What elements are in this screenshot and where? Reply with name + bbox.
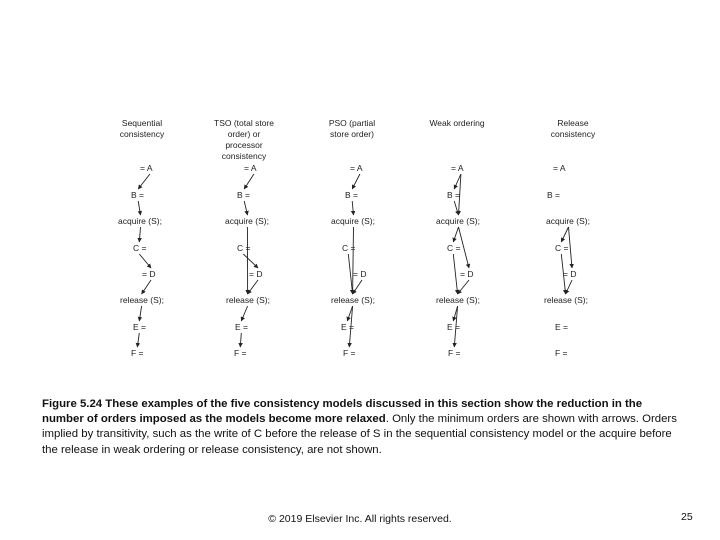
figure-caption xyxy=(42,397,682,458)
column-title-5-line-2: consistency xyxy=(550,129,596,139)
op-node-col4-5: = D xyxy=(460,269,474,279)
order-arrow-col1-2 xyxy=(138,201,140,215)
op-node-col3-1: = A xyxy=(350,163,363,173)
op-node-col3-3: acquire (S); xyxy=(331,216,375,226)
op-node-col2-1: = A xyxy=(244,163,257,173)
op-node-col5-4: C = xyxy=(555,243,569,253)
order-arrow-col1-1 xyxy=(138,174,150,189)
op-node-col3-6: release (S); xyxy=(331,295,375,305)
op-node-col3-5: = D xyxy=(353,269,367,279)
order-arrow-col2-2 xyxy=(244,201,247,215)
op-node-col5-8: F = xyxy=(555,348,568,358)
order-arrow-col3-4 xyxy=(348,254,352,294)
order-arrow-col4-7 xyxy=(458,280,469,294)
column-title-4-line-1: Weak ordering xyxy=(429,118,485,128)
order-arrow-col4-6 xyxy=(453,254,457,294)
op-node-col2-3: acquire (S); xyxy=(225,216,269,226)
op-node-col3-4: C = xyxy=(342,243,356,253)
op-node-col4-3: acquire (S); xyxy=(436,216,480,226)
caption-regular-text: . Only the minimum orders are shown with arrows. Orders implied by transitivity, such as the write of C before the release of S in the sequential consistency model or the acquire before the release in weak ordering or release consistency, are not shown. xyxy=(42,413,677,456)
op-node-col5-3: acquire (S); xyxy=(546,216,590,226)
caption-bold-text: Figure 5.24 These examples of the five consistency models discussed in this section show the reduction in the number of orders imposed as the models become more relaxed xyxy=(42,398,643,426)
op-node-col4-6: release (S); xyxy=(436,295,480,305)
order-arrow-col4-4 xyxy=(453,227,458,242)
column-title-2-line-1: TSO (total store xyxy=(214,118,274,128)
op-node-col1-3: acquire (S); xyxy=(118,216,162,226)
op-node-col4-8: F = xyxy=(448,348,461,358)
op-node-col1-5: = D xyxy=(142,269,156,279)
op-node-col5-1: = A xyxy=(553,163,566,173)
order-arrow-col5-4 xyxy=(566,280,572,294)
order-arrow-col2-7 xyxy=(240,333,241,347)
page-number: 25 xyxy=(681,511,693,523)
order-arrow-col2-1 xyxy=(244,174,254,189)
op-node-col5-5: = D xyxy=(563,269,577,279)
column-title-2-line-2: order) or xyxy=(227,129,261,139)
op-node-col1-2: B = xyxy=(131,190,144,200)
order-arrow-col1-3 xyxy=(139,227,140,242)
order-arrow-col2-5 xyxy=(248,280,258,294)
order-arrow-col3-1 xyxy=(352,174,360,189)
op-node-col2-7: E = xyxy=(235,322,248,332)
column-title-2-line-4: consistency xyxy=(221,151,267,161)
op-node-col1-7: E = xyxy=(133,322,146,332)
column-title-5-line-1: Release xyxy=(557,118,589,128)
order-arrow-col1-6 xyxy=(139,306,141,321)
order-arrow-col4-3 xyxy=(454,201,458,215)
op-node-col1-4: C = xyxy=(133,243,147,253)
op-node-col1-1: = A xyxy=(140,163,153,173)
op-node-col2-6: release (S); xyxy=(226,295,270,305)
order-arrow-col2-4 xyxy=(243,254,258,268)
order-arrow-col5-1 xyxy=(561,227,568,242)
op-node-col1-6: release (S); xyxy=(120,295,164,305)
order-arrow-col5-2 xyxy=(569,227,573,268)
column-title-2-line-3: processor xyxy=(225,140,263,150)
order-arrow-col3-5 xyxy=(353,280,362,294)
op-node-col2-5: = D xyxy=(249,269,263,279)
op-node-col2-2: B = xyxy=(237,190,250,200)
op-node-col2-4: C = xyxy=(237,243,251,253)
op-node-col5-7: E = xyxy=(555,322,568,332)
order-arrow-col2-6 xyxy=(241,306,247,321)
op-node-col1-8: F = xyxy=(131,348,144,358)
column-title-1-line-1: Sequential xyxy=(121,118,163,128)
order-arrow-col3-2 xyxy=(352,201,353,215)
op-node-col4-4: C = xyxy=(447,243,461,253)
order-arrow-col3-3 xyxy=(353,227,354,294)
op-node-col5-6: release (S); xyxy=(544,295,588,305)
column-title-3-line-2: store order) xyxy=(330,129,374,139)
column-title-3-line-1: PSO (partial xyxy=(328,118,376,128)
column-title-1-line-2: consistency xyxy=(119,129,165,139)
op-node-col2-8: F = xyxy=(234,348,247,358)
op-node-col3-8: F = xyxy=(343,348,356,358)
op-node-col3-7: E = xyxy=(341,322,354,332)
order-arrow-col1-5 xyxy=(142,280,151,294)
op-node-col5-2: B = xyxy=(547,190,560,200)
op-node-col4-7: E = xyxy=(447,322,460,332)
order-arrow-col1-4 xyxy=(139,254,151,268)
op-node-col3-2: B = xyxy=(345,190,358,200)
op-node-col4-1: = A xyxy=(451,163,464,173)
op-node-col4-2: B = xyxy=(447,190,460,200)
order-arrow-col1-7 xyxy=(137,333,139,347)
copyright-notice: © 2019 Elsevier Inc. All rights reserved. xyxy=(268,513,452,525)
